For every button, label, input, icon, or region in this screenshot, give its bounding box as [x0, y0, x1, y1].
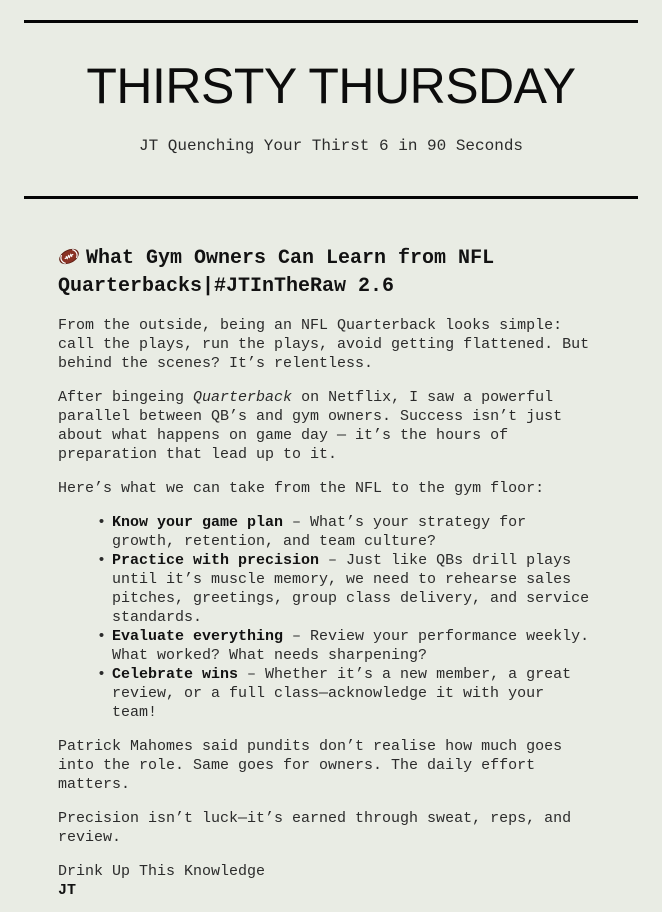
signoff-line: Drink Up This Knowledge — [58, 863, 266, 880]
newsletter-title: THIRSTY THURSDAY — [86, 58, 576, 114]
list-item-precision — [112, 551, 594, 627]
bullet-label: Practice with precision — [112, 552, 320, 569]
top-divider — [24, 20, 638, 23]
tips-list — [58, 513, 604, 722]
bullet-text: – What’s your strategy for growth, retention, and team culture? — [112, 514, 527, 550]
bullet-label: Know your game plan — [112, 514, 284, 531]
article-heading-text: What Gym Owners Can Learn from NFL Quarterbacks|#JTInTheRaw 2.6 — [58, 247, 495, 298]
list-item-evaluate — [112, 627, 594, 665]
paragraph-netflix — [58, 388, 604, 464]
paragraph-precision: Precision isn’t luck—it’s earned through sweat, reps, and review. — [58, 810, 572, 846]
masthead-divider — [24, 196, 638, 199]
paragraph-intro: From the outside, being an NFL Quarterback looks simple: call the plays, run the plays, avoid getting flattened. But behind the scenes? It’s relentless. — [58, 317, 590, 372]
paragraph-mahomes: Patrick Mahomes said pundits don’t realise how much goes into the role. Same goes for owners. The daily effort matters. — [58, 738, 563, 793]
article-body — [0, 245, 662, 900]
newsletter-tagline: JT Quenching Your Thirst 6 in 90 Seconds — [138, 137, 524, 155]
signoff — [58, 862, 604, 900]
football-icon — [58, 245, 80, 273]
bullet-label: Evaluate everything — [112, 628, 284, 645]
masthead — [0, 57, 662, 156]
show-title-italic: Quarterback — [193, 389, 293, 406]
paragraph-netflix-end: on Netflix, I saw a powerful parallel between QB’s and gym owners. Success isn’t just about what happens on game day — it’s the hours of preparation that lead up to it. — [58, 389, 563, 463]
list-item-celebrate — [112, 665, 594, 722]
bullet-label: Celebrate wins — [112, 666, 239, 683]
signoff-initials: JT — [58, 882, 77, 899]
bullet-text: – Just like QBs drill plays until it’s muscle memory, we need to rehearse sales pitches, greetings, group class delivery, and service standards. — [112, 552, 590, 626]
bullet-text: – Review your performance weekly. What worked? What needs sharpening? — [112, 628, 590, 664]
bullet-text: – Whether it’s a new member, a great review, or a full class—acknowledge it with your team! — [112, 666, 572, 721]
paragraph-netflix-start: After bingeing — [58, 389, 194, 406]
article-heading — [58, 245, 604, 301]
paragraph-lead-in: Here’s what we can take from the NFL to the gym floor: — [58, 480, 545, 497]
list-item-game-plan — [112, 513, 594, 551]
